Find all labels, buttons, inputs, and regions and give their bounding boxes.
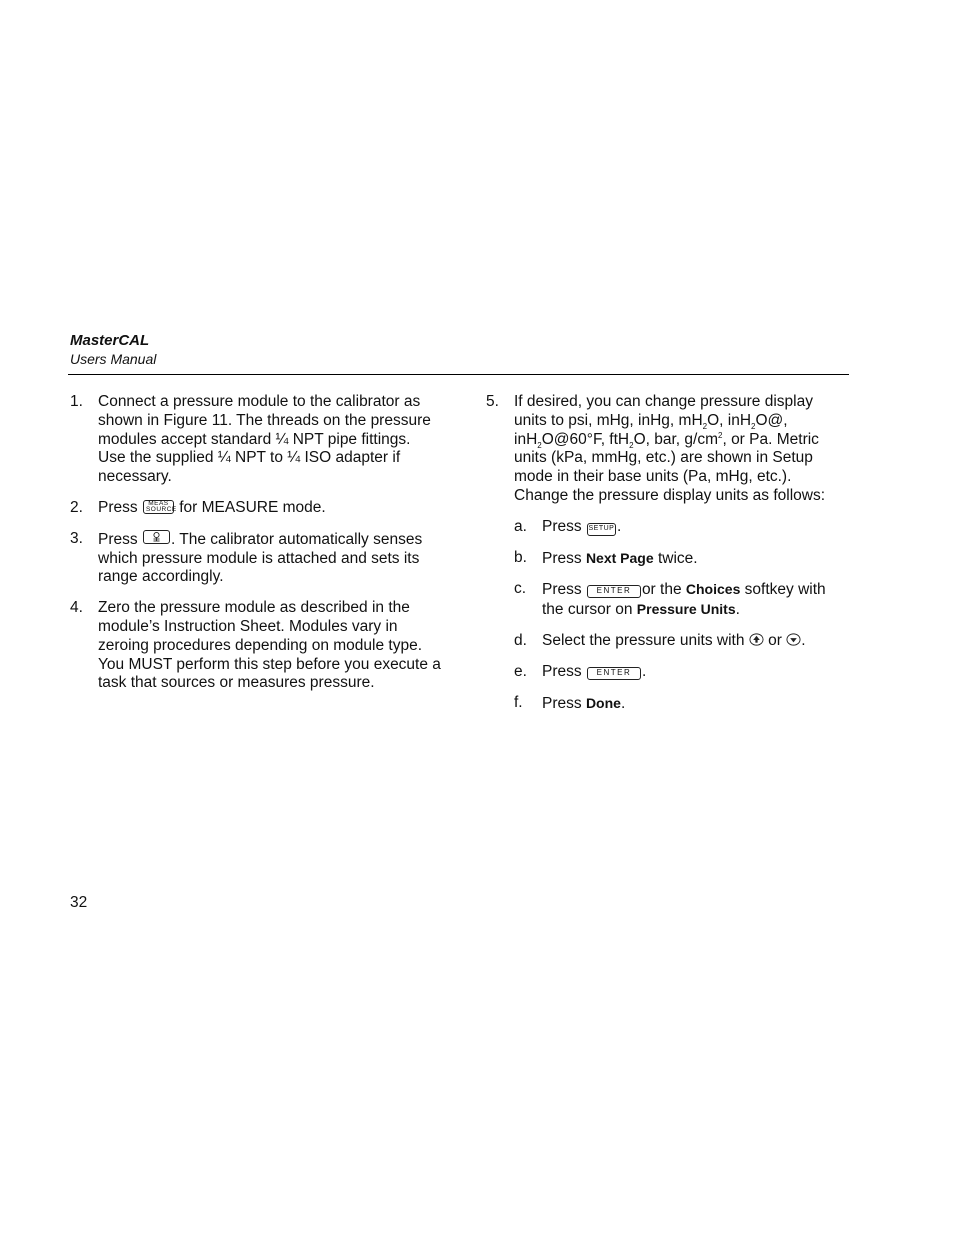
enter-key-icon: ENTER (587, 667, 641, 680)
subscript: 2 (751, 421, 756, 431)
substep-label: c. (514, 580, 527, 598)
text-run: O, bar, g/cm (633, 430, 718, 448)
text-run: O, inH (707, 411, 752, 429)
text-run: If desired, you can change pressure display units to psi, mHg, inHg, mH (514, 393, 813, 429)
up-arrow-key-icon (749, 632, 764, 647)
step-text: Press (542, 517, 582, 535)
step-3 (70, 530, 442, 587)
substep-f (514, 694, 848, 714)
text-run: O@60°F, ftH (541, 430, 630, 448)
step-2 (70, 499, 442, 518)
step-5 (486, 393, 848, 713)
left-column (70, 393, 442, 705)
step-text: . (620, 694, 626, 712)
step-text: . (735, 601, 740, 619)
step-number: 5. (486, 393, 499, 410)
step-text: or (768, 631, 782, 649)
header-rule (68, 374, 849, 375)
manual-subtitle: Users Manual (70, 351, 157, 367)
step-text: Press (98, 498, 138, 516)
step-text (514, 393, 825, 504)
subscript: 2 (629, 440, 634, 450)
substep-label: d. (514, 631, 527, 649)
step-text: . (641, 662, 647, 680)
step-text: twice. (657, 549, 698, 567)
subscript: 2 (702, 421, 708, 431)
substep-a (514, 518, 848, 537)
down-arrow-key-icon (786, 632, 801, 647)
softkey-done: Done (585, 694, 621, 711)
step-text: Connect a pressure module to the calibrator as shown in Figure 11. The threads on the pressure modules accept standard ¼ NPT pipe fittings. Use the supplied ¼ NPT to ¼ ISO adapter if necessary. (98, 393, 431, 486)
manual-title: MasterCAL (70, 332, 150, 349)
step-number: 1. (70, 393, 83, 410)
step-text: Press (98, 530, 138, 548)
substep-b (514, 549, 848, 569)
setup-key-icon: SETUP (587, 523, 616, 536)
right-column (486, 393, 848, 713)
key-label-bottom: SOURCE (145, 505, 177, 513)
step-text: Select the pressure units with (542, 631, 745, 649)
step-4 (70, 599, 442, 693)
step-number: 3. (70, 529, 83, 547)
substep-c (514, 580, 848, 620)
text-run: inH (514, 430, 538, 448)
text-run: , or Pa. Metric units (kPa, mmHg, etc.) are shown in Setup mode in their base units (Pa, mHg, etc.). Change the pressure display units as follows: (514, 430, 826, 504)
step-number: 4. (70, 599, 83, 617)
step-text: Press (542, 662, 582, 680)
step-text: . The calibrator automatically senses which pressure module is attached and sets its range accordingly. (98, 530, 423, 586)
text-run: O@, (755, 411, 788, 429)
substep-label: f. (514, 693, 523, 711)
step-text: or the (641, 581, 682, 599)
step-text: Press (542, 581, 582, 599)
substep-e (514, 663, 848, 682)
enter-key-icon: ENTER (587, 585, 641, 598)
step-text: . (616, 517, 622, 535)
step-text: . (801, 631, 806, 649)
running-header (70, 332, 156, 368)
softkey-next-page: Next Page (585, 549, 654, 566)
step-text: softkey with the cursor on (542, 581, 826, 619)
meas-source-key-icon (143, 499, 177, 514)
zero-key-icon (143, 530, 170, 544)
softkey-choices: Choices (685, 581, 741, 598)
step-text: Zero the pressure module as described in the module’s Instruction Sheet. Modules vary in zeroing procedures depending on module type. You MUST perform this step before you execute a task that sources or measures pressure. (98, 599, 441, 692)
step-1 (70, 393, 442, 487)
step-text: Press (542, 549, 582, 567)
subscript: 2 (537, 440, 542, 450)
page-number: 32 (70, 894, 88, 911)
key-label-top: MEAS (148, 499, 169, 507)
superscript: 2 (718, 430, 723, 440)
step-text: for MEASURE mode. (179, 498, 326, 516)
substep-d (514, 632, 848, 651)
step-text: Press (542, 694, 582, 712)
softkey-pressure-units: Pressure Units (636, 601, 736, 618)
substep-label: e. (514, 662, 527, 680)
substep-label: a. (514, 517, 527, 535)
substep-label: b. (514, 548, 527, 566)
step-number: 2. (70, 498, 83, 516)
